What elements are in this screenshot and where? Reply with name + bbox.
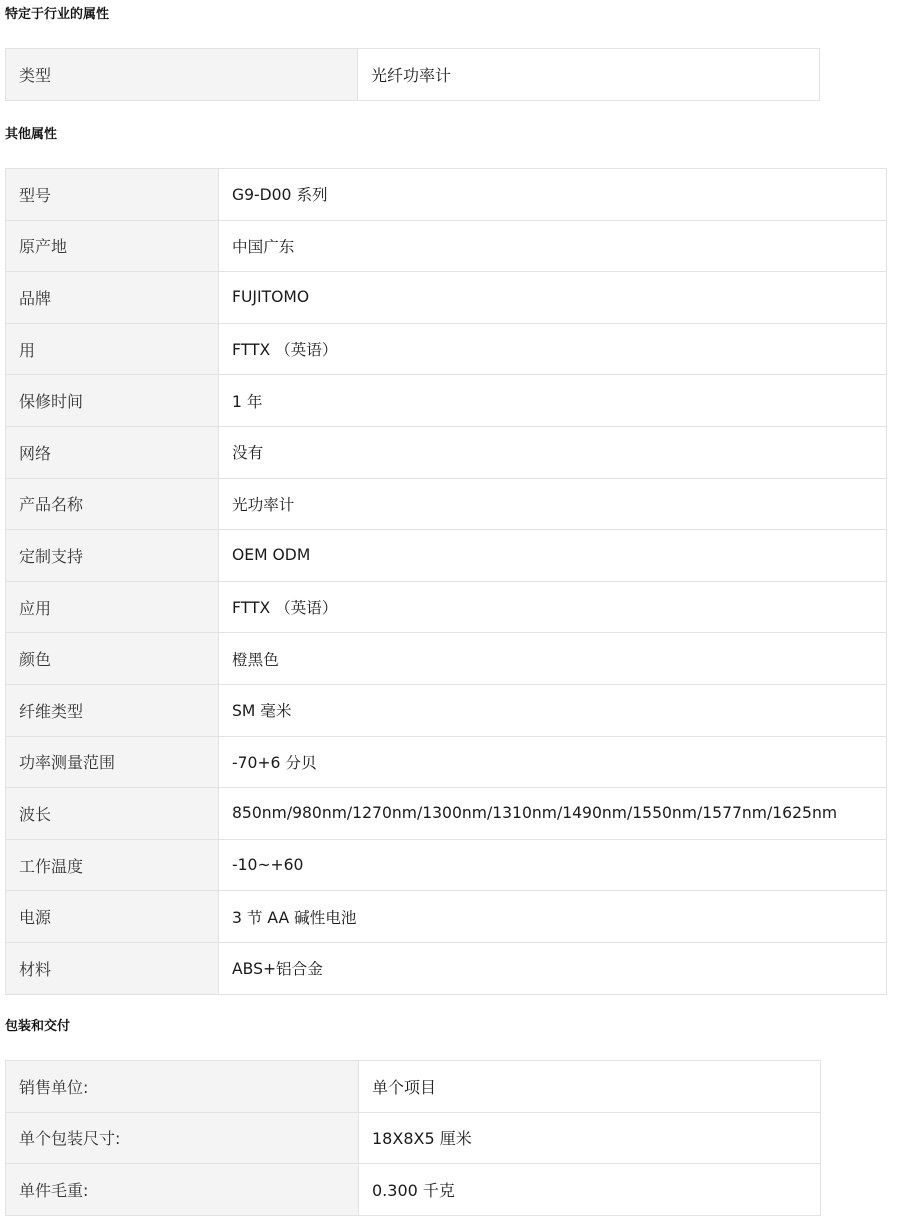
attribute-row (6, 891, 887, 943)
attribute-name: 原产地 (6, 220, 219, 272)
attribute-name: 销售单位: (6, 1061, 359, 1113)
attribute-row (6, 788, 887, 840)
attribute-name: 型号 (6, 169, 219, 221)
attribute-name: 品牌 (6, 272, 219, 324)
attribute-value: 光纤功率计 (358, 49, 820, 101)
attribute-row (6, 1112, 821, 1164)
attribute-row (6, 375, 887, 427)
other-attributes-body (6, 169, 887, 995)
other-attributes-table (5, 168, 887, 995)
attribute-name: 工作温度 (6, 839, 219, 891)
attribute-name: 保修时间 (6, 375, 219, 427)
attribute-value: FTTX （英语） (219, 323, 887, 375)
industry-attributes-body (6, 49, 820, 101)
attribute-row (6, 1164, 821, 1216)
attribute-row (6, 633, 887, 685)
attribute-value: FUJITOMO (219, 272, 887, 324)
attribute-name: 定制支持 (6, 530, 219, 582)
attribute-row (6, 1061, 821, 1113)
section-title-packaging: 包装和交付 (5, 1019, 71, 1034)
attribute-row (6, 272, 887, 324)
attribute-value: 没有 (219, 426, 887, 478)
attribute-row (6, 839, 887, 891)
attribute-name: 应用 (6, 581, 219, 633)
attribute-value: 0.300 千克 (359, 1164, 821, 1216)
attribute-row (6, 426, 887, 478)
attribute-value: 3 节 AA 碱性电池 (219, 891, 887, 943)
attribute-name: 类型 (6, 49, 358, 101)
attribute-name: 网络 (6, 426, 219, 478)
attribute-value: ABS+铝合金 (219, 942, 887, 994)
attribute-name: 电源 (6, 891, 219, 943)
section-title-industry: 特定于行业的属性 (5, 7, 110, 22)
attribute-name: 材料 (6, 942, 219, 994)
attribute-row (6, 736, 887, 788)
attribute-value: -10~+60 (219, 839, 887, 891)
attribute-name: 单件毛重: (6, 1164, 359, 1216)
attribute-value: 橙黑色 (219, 633, 887, 685)
attribute-name: 产品名称 (6, 478, 219, 530)
attribute-name: 功率测量范围 (6, 736, 219, 788)
industry-attributes-table (5, 48, 820, 101)
attribute-name: 用 (6, 323, 219, 375)
attribute-row (6, 220, 887, 272)
attribute-value: SM 毫米 (219, 684, 887, 736)
attribute-row (6, 169, 887, 221)
attribute-value: G9-D00 系列 (219, 169, 887, 221)
attribute-row (6, 323, 887, 375)
attribute-row (6, 49, 820, 101)
attribute-value: 中国广东 (219, 220, 887, 272)
attribute-row (6, 581, 887, 633)
attribute-value: -70+6 分贝 (219, 736, 887, 788)
attribute-value: 1 年 (219, 375, 887, 427)
attribute-value: FTTX （英语） (219, 581, 887, 633)
attribute-value: 850nm/980nm/1270nm/1300nm/1310nm/1490nm/1550nm/1577nm/1625nm (219, 788, 887, 840)
attribute-name: 颜色 (6, 633, 219, 685)
attribute-name: 波长 (6, 788, 219, 840)
attribute-value: 光功率计 (219, 478, 887, 530)
attribute-row (6, 530, 887, 582)
attribute-row (6, 684, 887, 736)
attribute-value: 18X8X5 厘米 (359, 1112, 821, 1164)
attribute-name: 纤维类型 (6, 684, 219, 736)
attribute-name: 单个包装尺寸: (6, 1112, 359, 1164)
attribute-value: 单个项目 (359, 1061, 821, 1113)
packaging-attributes-table (5, 1060, 821, 1216)
attribute-row (6, 478, 887, 530)
attribute-value: OEM ODM (219, 530, 887, 582)
attribute-row (6, 942, 887, 994)
packaging-attributes-body (6, 1061, 821, 1216)
section-title-other: 其他属性 (5, 127, 58, 142)
